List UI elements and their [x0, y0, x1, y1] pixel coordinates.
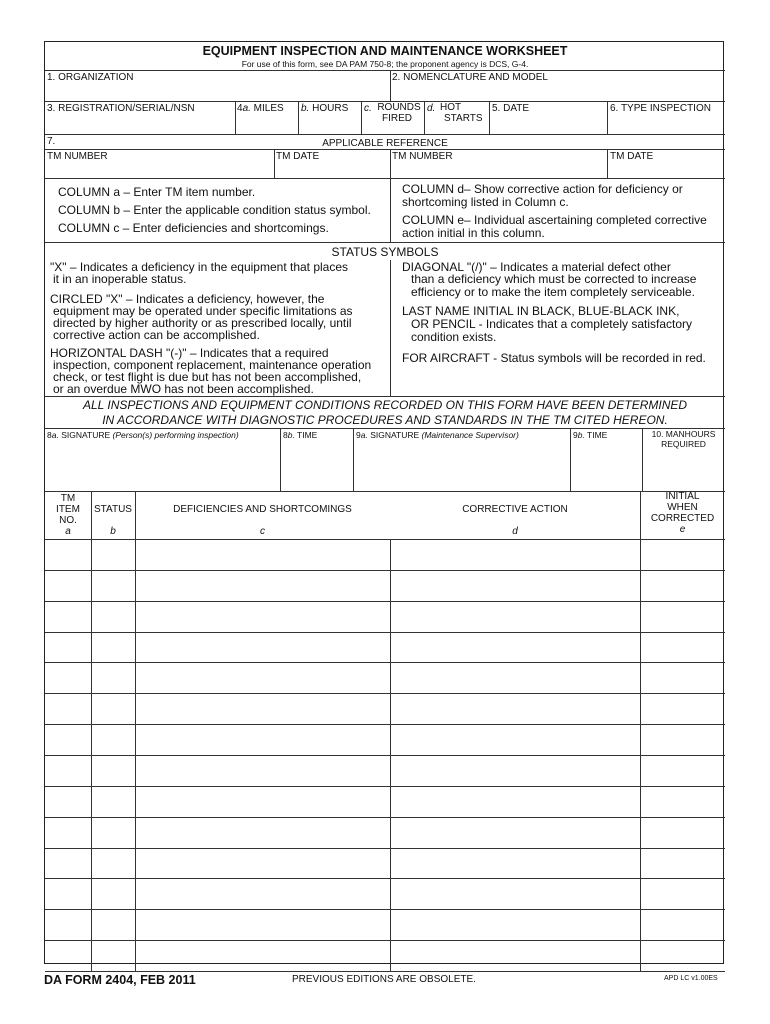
tm-date-2-field[interactable] — [607, 149, 725, 178]
header-status: STATUS b — [94, 504, 132, 537]
inspector-time-label: 8b. TIME — [283, 430, 318, 440]
version-code: APD LC v1.00ES — [664, 975, 718, 982]
table-row[interactable] — [45, 570, 725, 601]
organization-field[interactable] — [45, 70, 390, 101]
tm-number-1-field[interactable] — [45, 149, 274, 178]
table-row[interactable] — [45, 878, 725, 909]
inspector-signature-field[interactable] — [45, 428, 280, 491]
status-symbols-heading: STATUS SYMBOLS — [331, 245, 439, 259]
date-label: 5. DATE — [492, 103, 530, 114]
header-deficiencies: DEFICIENCIES AND SHORTCOMINGS c — [173, 504, 352, 537]
tm-date-1-field[interactable] — [274, 149, 390, 178]
applicable-reference-heading: APPLICABLE REFERENCE — [322, 138, 448, 149]
status-circled-line-3: directed by higher authority or as prescribed locally, until — [53, 316, 352, 330]
form-number: DA FORM 2404, FEB 2011 — [44, 973, 196, 987]
table-row[interactable] — [45, 662, 725, 693]
registration-label: 3. REGISTRATION/SERIAL/NSN — [47, 103, 195, 114]
section-7-number: 7. — [47, 136, 56, 147]
tm-number-1-label: TM NUMBER — [47, 151, 108, 162]
manhours-label-2: REQUIRED — [661, 439, 706, 449]
supervisor-time-field[interactable] — [570, 428, 642, 491]
date-field[interactable] — [489, 101, 607, 134]
rounds-label-1: ROUNDS — [377, 102, 421, 113]
table-row[interactable] — [45, 848, 725, 879]
table-row[interactable] — [45, 539, 725, 570]
status-aircraft-note: FOR AIRCRAFT - Status symbols will be recorded in red. — [402, 351, 706, 365]
status-diagonal-line-1: DIAGONAL "(/)" – Indicates a material defect other — [402, 260, 671, 274]
inspector-signature-label: 8a. SIGNATURE (Person(s) performing inspection) — [47, 430, 239, 440]
table-row[interactable] — [45, 601, 725, 632]
nomenclature-field[interactable] — [390, 70, 725, 101]
status-circled-line-2: equipment may be operated under specific limitations as — [53, 304, 353, 318]
column-d-instruction-1: COLUMN d– Show corrective action for deficiency or — [402, 182, 683, 196]
status-last-name-line-1: LAST NAME INITIAL IN BLACK, BLUE-BLACK INK, — [402, 304, 680, 318]
column-b-instruction: COLUMN b – Enter the applicable condition status symbol. — [58, 203, 371, 217]
status-circled-line-4: corrective action can be accomplished. — [53, 328, 260, 342]
header-tm-item-no: TM ITEM NO. a — [56, 493, 80, 537]
supervisor-signature-field[interactable] — [353, 428, 570, 491]
table-row[interactable] — [45, 940, 725, 971]
table-row[interactable] — [45, 693, 725, 724]
form-title: EQUIPMENT INSPECTION AND MAINTENANCE WORKSHEET — [202, 44, 568, 58]
column-e-instruction-2: action initial in this column. — [402, 226, 545, 240]
tm-date-1-label: TM DATE — [276, 151, 320, 162]
status-circled-line-1: CIRCLED "X" – Indicates a deficiency, however, the — [50, 292, 325, 306]
status-diagonal-line-2: than a deficiency which must be corrected to increase — [411, 272, 697, 286]
supervisor-signature-label: 9a. SIGNATURE (Maintenance Supervisor) — [356, 430, 519, 440]
rounds-fired-field[interactable] — [361, 101, 424, 134]
registration-field[interactable] — [45, 101, 235, 134]
table-row[interactable] — [45, 724, 725, 755]
table-row[interactable] — [45, 632, 725, 663]
manhours-field[interactable] — [642, 428, 725, 491]
column-a-instruction: COLUMN a – Enter TM item number. — [58, 185, 256, 199]
hot-letter: d. — [427, 103, 436, 114]
miles-field[interactable] — [235, 101, 298, 134]
hours-label: b. HOURS — [301, 103, 349, 114]
certification-statement-line-2: IN ACCORDANCE WITH DIAGNOSTIC PROCEDURES AND STANDARDS IN THE TM CITED HEREON. — [102, 413, 668, 427]
manhours-label-1: 10. MANHOURS — [651, 429, 716, 439]
nomenclature-label: 2. NOMENCLATURE AND MODEL — [392, 72, 548, 83]
header-initial-when-corrected: INITIAL WHEN CORRECTED e — [650, 491, 715, 535]
status-x-line-1: "X" – Indicates a deficiency in the equipment that places — [50, 260, 349, 274]
certification-statement-line-1: ALL INSPECTIONS AND EQUIPMENT CONDITIONS RECORDED ON THIS FORM HAVE BEEN DETERMINED — [82, 398, 688, 412]
header-corrective-action: CORRECTIVE ACTION d — [462, 504, 568, 537]
column-c-instruction: COLUMN c – Enter deficiencies and shortcomings. — [58, 221, 329, 235]
type-inspection-label: 6. TYPE INSPECTION — [610, 103, 711, 114]
table-row[interactable] — [45, 817, 725, 848]
table-row[interactable] — [45, 909, 725, 940]
status-diagonal-line-3: efficiency or to make the item completely serviceable. — [411, 285, 695, 299]
column-e-instruction-1: COLUMN e– Individual ascertaining completed corrective — [402, 213, 707, 227]
organization-label: 1. ORGANIZATION — [47, 72, 134, 83]
supervisor-time-label: 9b. TIME — [573, 430, 608, 440]
status-dash-line-2: inspection, component replacement, maintenance operation — [53, 358, 372, 372]
table-row[interactable] — [45, 786, 725, 817]
status-dash-line-3: check, or test flight is due but has not been accomplished, — [53, 370, 362, 384]
tm-number-2-label: TM NUMBER — [392, 151, 453, 162]
miles-label: 4a. MILES — [237, 103, 284, 114]
hot-starts-field[interactable] — [424, 101, 489, 134]
inspector-time-field[interactable] — [280, 428, 353, 491]
rounds-letter: c. — [364, 103, 372, 114]
status-x-line-2: it in an inoperable status. — [53, 272, 187, 286]
rounds-label-2: FIRED — [382, 113, 412, 124]
hot-label-1: HOT — [440, 102, 462, 113]
status-dash-line-1: HORIZONTAL DASH "(-)" – Indicates that a required — [50, 346, 329, 360]
obsolete-notice: PREVIOUS EDITIONS ARE OBSOLETE. — [292, 974, 476, 985]
type-inspection-field[interactable] — [607, 101, 725, 134]
tm-date-2-label: TM DATE — [610, 151, 654, 162]
table-row[interactable] — [45, 755, 725, 786]
tm-number-2-field[interactable] — [390, 149, 607, 178]
status-dash-line-4: or an overdue MWO has not been accomplished. — [53, 382, 314, 396]
status-last-name-line-2: OR PENCIL - Indicates that a completely satisfactory — [411, 317, 692, 331]
status-last-name-line-3: condition exists. — [411, 330, 497, 344]
form-subtitle: For use of this form, see DA PAM 750-8; the proponent agency is DCS, G-4. — [241, 59, 529, 69]
hot-label-2: STARTS — [444, 113, 483, 124]
form-frame — [44, 41, 724, 964]
hours-field[interactable] — [298, 101, 361, 134]
column-d-instruction-2: shortcoming listed in Column c. — [402, 195, 569, 209]
